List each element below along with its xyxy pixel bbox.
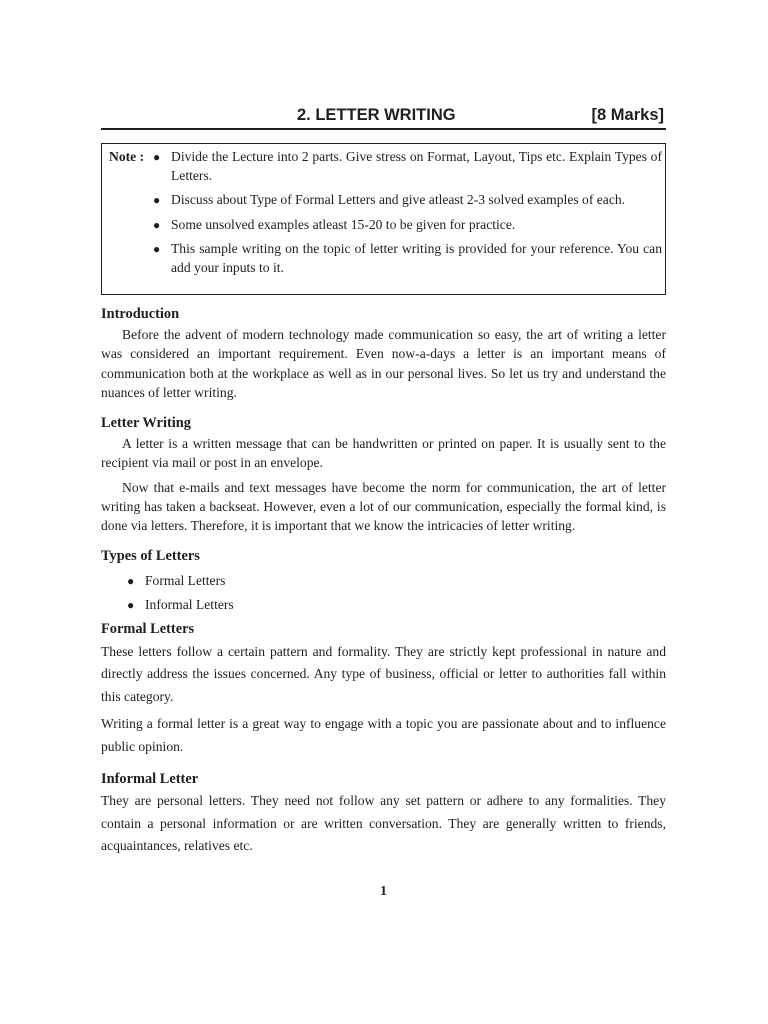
document-body [101,305,666,858]
bullet-icon: ● [127,574,135,589]
bullet-icon: ● [153,150,161,164]
types-item [101,569,666,593]
informal-heading: Informal Letter [101,771,199,788]
types-heading: Types of Letters [101,548,200,565]
introduction-paragraph: Before the advent of modern technology made communication so easy, the art of writing a letter was considered an important requirement. Even now-a-days a letter is an important means of communication both at the workplace as well as in our personal lives. So let us try and understand the nuances of letter writing. [101,327,666,400]
letter-writing-paragraph: Now that e-mails and text messages have become the norm for communication, the art of letter writing has taken a backseat. However, even a lot of our communication, especially the formal kind, is done via letters. Therefore, it is important that we know the intricacies of letter writing. [101,479,666,534]
note-item [153,191,662,210]
letter-writing-paragraph: A letter is a written message that can be handwritten or printed on paper. It is usually sent to the recipient via mail or post in an envelope. [101,436,666,471]
bullet-icon: ● [153,193,161,207]
note-item-text: This sample writing on the topic of letter writing is provided for your reference. You can add your inputs to it. [171,241,662,275]
introduction-heading: Introduction [101,306,180,322]
chapter-header [101,106,666,130]
types-item-text: Informal Letters [145,597,234,613]
formal-paragraph: Writing a formal letter is a great way to engage with a topic you are passionate about and to influence public opinion. [101,716,666,754]
page-number: 1 [380,884,387,899]
note-item-text: Discuss about Type of Formal Letters and give atleast 2-3 solved examples of each. [171,192,626,207]
note-label: Note : [109,149,145,164]
note-item [153,216,662,235]
formal-heading: Formal Letters [101,621,195,638]
bullet-icon: ● [127,598,135,613]
formal-paragraph: These letters follow a certain pattern and formality. They are strictly kept professional in nature and directly address the issues concerned. Any type of business, official or letter to authorities fall within this category. [101,643,666,704]
note-item-text: Some unsolved examples atleast 15-20 to be given for practice. [171,216,516,232]
note-item [153,240,662,277]
informal-paragraph: They are personal letters. They need not follow any set pattern or adhere to any formalities. They contain a personal information or are written conversation. They are generally written to friends, acquaintances, relatives etc. [101,793,666,854]
bullet-icon: ● [153,242,161,256]
letter-writing-heading: Letter Writing [101,415,191,432]
types-list [101,569,666,617]
marks-label: [8 Marks] [591,106,664,124]
note-box [101,143,666,295]
note-item-text: Divide the Lecture into 2 parts. Give stress on Format, Layout, Tips etc. Explain Types of Letters. [171,149,662,183]
chapter-title: 2. LETTER WRITING [297,106,456,124]
types-item [101,593,666,617]
note-item [153,148,662,185]
types-item-text: Formal Letters [145,573,226,589]
bullet-icon: ● [153,217,161,232]
note-list [153,148,662,283]
